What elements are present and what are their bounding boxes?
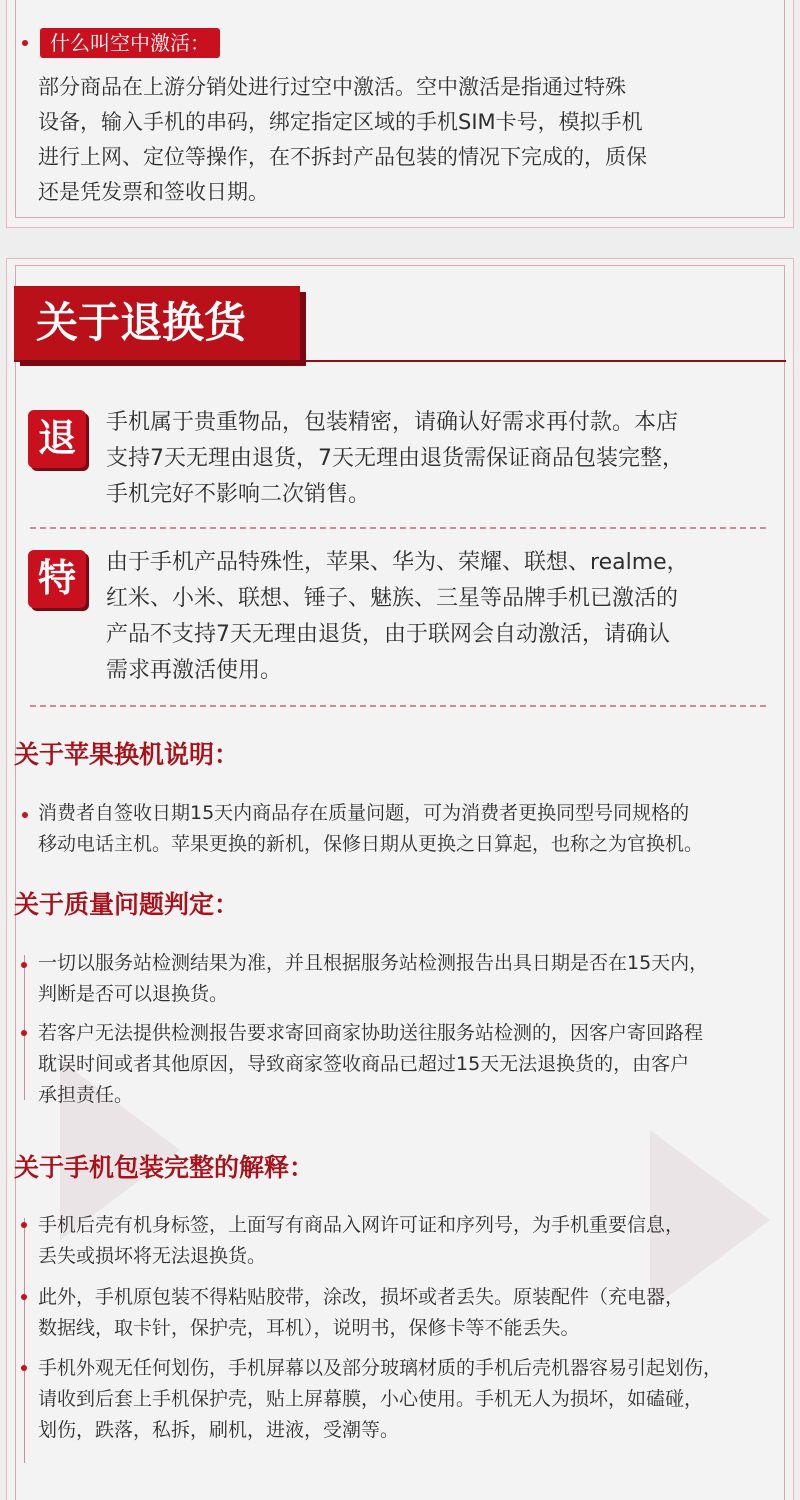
text-line: 移动电话主机。苹果更换的新机，保修日期从更换之日算起，也称之为官换机。 — [38, 833, 704, 855]
quality-item — [38, 1018, 788, 1111]
text-line: 划伤，跌落，私拆，刷机，进液，受潮等。 — [38, 1419, 400, 1441]
quality-item — [38, 948, 788, 1010]
activation-text — [38, 70, 758, 210]
text-line: 若客户无法提供检测报告要求寄回商家协助送往服务站检测的，因客户寄回路程 — [38, 1022, 704, 1044]
text-line: 支持7天无理由退货，7天无理由退货需保证商品包装完整， — [106, 446, 684, 471]
returns-heading: 关于退换货 — [14, 286, 300, 360]
text-line: 判断是否可以退换货。 — [38, 983, 229, 1005]
text-line: 此外，手机原包装不得粘贴胶带，涂改，损坏或者丢失。原装配件（充电器， — [38, 1286, 685, 1308]
text-line: 消费者自签收日期15天内商品存在质量问题，可为消费者更换同型号同规格的 — [38, 802, 690, 824]
bullet-dot — [21, 962, 27, 968]
divider — [30, 527, 766, 529]
text-line: 手机后壳有机身标签，上面写有商品入网许可证和序列号，为手机重要信息， — [38, 1214, 685, 1236]
packaging-title: 关于手机包装完整的解释： — [14, 1153, 315, 1182]
text-line: 承担责任。 — [38, 1084, 134, 1106]
text-line: 请收到后套上手机保护壳，贴上屏幕膜，小心使用。手机无人为损坏，如磕碰， — [38, 1388, 704, 1410]
text-line: 设备，输入手机的串码，绑定指定区域的手机SIM卡号，模拟手机 — [38, 110, 643, 134]
apple-exchange-item — [38, 798, 788, 860]
returns-heading-bar — [14, 286, 786, 362]
quality-title: 关于质量问题判定： — [14, 890, 240, 919]
activation-label: 什么叫空中激活： — [40, 28, 220, 58]
text-line: 红米、小米、联想、锤子、魅族、三星等品牌手机已激活的 — [106, 586, 679, 611]
bullet-dot — [21, 1222, 27, 1228]
bullet-dot — [21, 1365, 27, 1371]
text-line: 产品不支持7天无理由退货，由于联网会自动激活，请确认 — [106, 622, 670, 647]
bullet-dot — [22, 40, 28, 46]
text-line: 进行上网、定位等操作，在不拆封产品包装的情况下完成的，质保 — [38, 145, 647, 169]
packaging-item — [38, 1282, 798, 1344]
text-line: 丢失或损坏将无法退换货。 — [38, 1245, 267, 1267]
packaging-item — [38, 1353, 798, 1446]
bullet-rail — [24, 1218, 25, 1463]
text-line: 手机外观无任何划伤，手机屏幕以及部分玻璃材质的手机后壳机器容易引起划伤， — [38, 1357, 723, 1379]
bullet-dot — [22, 812, 28, 818]
bullet-dot — [21, 1294, 27, 1300]
packaging-item — [38, 1210, 798, 1272]
text-line: 还是凭发票和签收日期。 — [38, 180, 269, 204]
text-line: 部分商品在上游分销处进行过空中激活。空中激活是指通过特殊 — [38, 75, 626, 99]
return-char-icon: 退 — [28, 410, 86, 468]
special-char-icon: 特 — [28, 550, 86, 608]
text-line: 由于手机产品特殊性，苹果、华为、荣耀、联想、realme， — [106, 550, 689, 575]
bullet-dot — [21, 1030, 27, 1036]
text-line: 手机属于贵重物品，包装精密，请确认好需求再付款。本店 — [106, 410, 679, 435]
text-line: 需求再激活使用。 — [106, 658, 283, 683]
text-line: 耽误时间或者其他原因，导致商家签收商品已超过15天无法退换货的，由客户 — [38, 1053, 690, 1075]
return-policy-text — [106, 405, 776, 513]
text-line: 手机完好不影响二次销售。 — [106, 482, 371, 507]
bullet-rail — [24, 955, 25, 1100]
special-policy-text — [106, 545, 776, 689]
text-line: 数据线，取卡针，保护壳，耳机），说明书，保修卡等不能丢失。 — [38, 1317, 580, 1339]
apple-exchange-title: 关于苹果换机说明： — [14, 740, 240, 769]
text-line: 一切以服务站检测结果为准，并且根据服务站检测报告出具日期是否在15天内， — [38, 952, 709, 974]
divider — [30, 705, 766, 707]
